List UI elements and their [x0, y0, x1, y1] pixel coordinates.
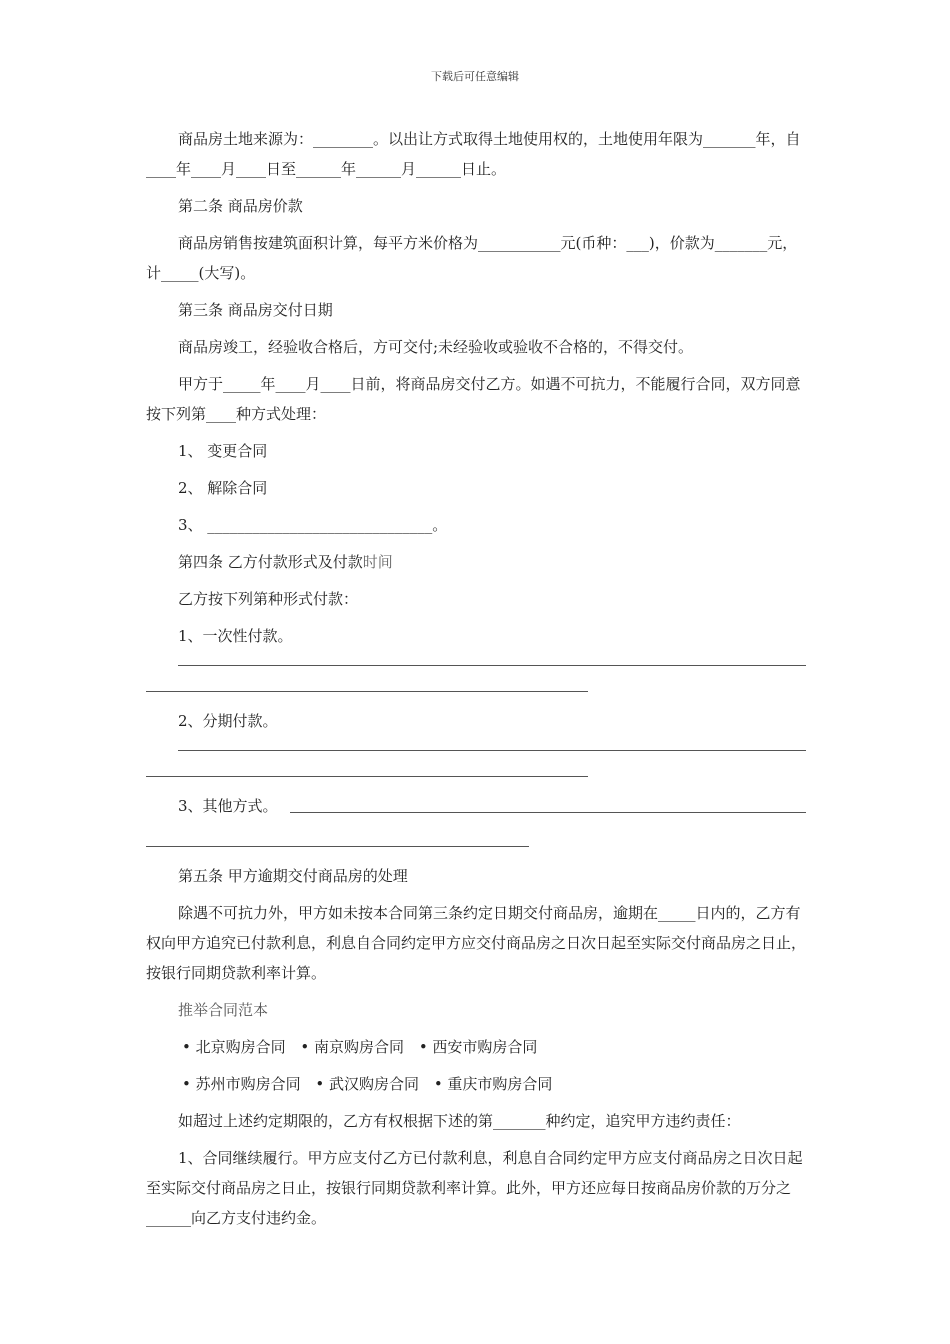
blank-line — [290, 812, 806, 813]
article-3-title: 第三条 商品房交付日期 — [178, 301, 333, 319]
breach-intro: 如超过上述约定期限的，乙方有权根据下述的第_______种约定，追究甲方违约责任： — [178, 1112, 741, 1130]
article-3-option-1: 1、 变更合同 — [178, 442, 268, 460]
link-xian-contract[interactable]: • 西安市购房合同 — [418, 1038, 538, 1056]
link-wuhan-contract[interactable]: • 武汉购房合同 — [315, 1075, 420, 1093]
land-source-paragraph: 商品房土地来源为：________。以出让方式取得土地使用权的，土地使用年限为_______年，自____年____月____日至______年______月______日止。 — [146, 130, 801, 178]
blank-line — [178, 665, 806, 666]
recommended-links-row-2 — [146, 1069, 806, 1099]
breach-clause-1: 1、合同继续履行。甲方应支付乙方已付款利息，利息自合同约定甲方应支付商品房之日次日起至实际交付商品房之日止，按银行同期贷款利率计算。此外，甲方还应每日按商品房价款的万分之______向乙方支付违约金。 — [146, 1149, 803, 1227]
article-3-option-3: 3、 ______________________________。 — [178, 516, 448, 534]
blank-line — [146, 691, 588, 692]
article-4-option-3 — [146, 791, 806, 821]
article-4-option-3-label: 3、其他方式。 — [178, 797, 278, 815]
recommended-links-row-1 — [146, 1032, 806, 1062]
page-header: 下载后可任意编辑 — [431, 70, 519, 83]
document-body — [146, 124, 806, 1233]
article-3-option-2: 2、 解除合同 — [178, 479, 268, 497]
link-beijing-contract[interactable]: • 北京购房合同 — [182, 1038, 286, 1056]
link-suzhou-contract[interactable]: • 苏州市购房合同 — [182, 1075, 301, 1093]
link-chongqing-contract[interactable]: • 重庆市购房合同 — [433, 1075, 553, 1093]
article-5-body: 除遇不可抗力外，甲方如未按本合同第三条约定日期交付商品房，逾期在_____日内的，乙方有权向甲方追究已付款利息，利息自合同约定甲方应交付商品房之日次日起至实际交付商品房之日止，按银行同期贷款利率计算。 — [146, 904, 807, 982]
article-2-body: 商品房销售按建筑面积计算，每平方米价格为___________元(币种：___)，价款为_______元，计_____(大写)。 — [146, 234, 798, 282]
article-4-title-main: 第四条 乙方付款形式及付款 — [178, 553, 363, 571]
link-nanjing-contract[interactable]: • 南京购房合同 — [300, 1038, 405, 1056]
blank-line — [146, 846, 529, 847]
article-4-option-2: 2、分期付款。 — [178, 712, 278, 730]
recommended-title: 推举合同范本 — [178, 1001, 269, 1019]
article-4-body: 乙方按下列第种形式付款： — [178, 590, 359, 608]
article-3-body-2: 甲方于_____年____月____日前，将商品房交付乙方。如遇不可抗力，不能履行合同，双方同意按下列第____种方式处理： — [146, 375, 801, 423]
article-2-title: 第二条 商品房价款 — [178, 197, 303, 215]
article-4-option-1: 1、一次性付款。 — [178, 627, 293, 645]
article-4-title — [146, 547, 806, 577]
blank-line — [146, 776, 588, 777]
blank-line — [178, 750, 806, 751]
article-4-title-tail: 时间 — [362, 553, 393, 571]
article-3-body-1: 商品房竣工，经验收合格后，方可交付;未经验收或验收不合格的，不得交付。 — [178, 338, 694, 356]
article-5-title: 第五条 甲方逾期交付商品房的处理 — [178, 867, 408, 885]
